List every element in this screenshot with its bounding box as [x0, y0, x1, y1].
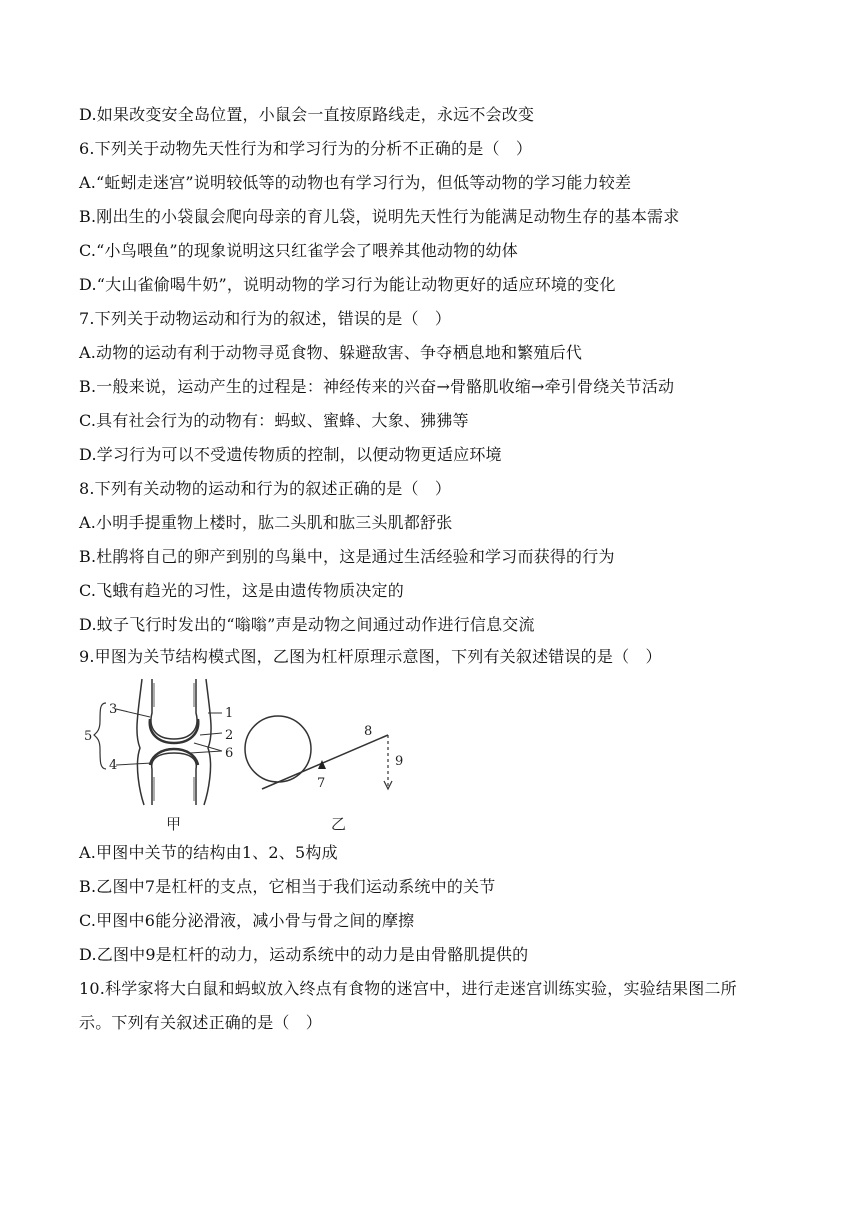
q10-stem-line1: 10.科学家将大白鼠和蚂蚁放入终点有食物的迷宫中，进行走迷宫训练实验，实验结果图二所	[79, 979, 737, 998]
q7-option-b: B.一般来说，运动产生的过程是：神经传来的兴奋→骨骼肌收缩→牵引骨绕关节活动	[79, 377, 675, 396]
label-7: 7	[317, 776, 326, 791]
q8-option-c: C.飞蛾有趋光的习性，这是由遗传物质决定的	[79, 581, 404, 600]
q7-option-d: D.学习行为可以不受遗传物质的控制，以便动物更适应环境	[79, 445, 502, 464]
q6-stem: 6.下列关于动物先天性行为和学习行为的分析不正确的是（ ）	[79, 139, 533, 158]
q8-option-a: A.小明手提重物上楼时，肱二头肌和肱三头肌都舒张	[79, 513, 453, 532]
q6-option-c: C.“小鸟喂鱼”的现象说明这只红雀学会了喂养其他动物的幼体	[79, 241, 518, 260]
q6-option-b: B.刚出生的小袋鼠会爬向母亲的育儿袋，说明先天性行为能满足动物生存的基本需求	[79, 207, 680, 226]
label-8: 8	[364, 724, 373, 739]
q8-stem: 8.下列有关动物的运动和行为的叙述正确的是（ ）	[79, 479, 452, 498]
q9-option-b: B.乙图中7是杠杆的支点，它相当于我们运动系统中的关节	[79, 877, 496, 896]
joint-diagram	[94, 679, 222, 805]
label-9: 9	[395, 754, 404, 769]
q8-option-b: B.杜鹃将自己的卵产到别的鸟巢中，这是通过生活经验和学习而获得的行为	[79, 547, 615, 566]
q9-stem: 9.甲图为关节结构模式图，乙图为杠杆原理示意图，下列有关叙述错误的是（ ）	[79, 647, 662, 666]
label-4: 4	[109, 758, 118, 773]
joint-lever-figure	[82, 673, 422, 835]
caption-yi: 乙	[331, 815, 347, 833]
q9-option-a: A.甲图中关节的结构由1、2、5构成	[79, 843, 338, 862]
label-3: 3	[109, 702, 118, 717]
q7-stem: 7.下列关于动物运动和行为的叙述，错误的是（ ）	[79, 309, 452, 328]
q10-stem-line2: 示。下列有关叙述正确的是（ ）	[79, 1013, 323, 1032]
q9-option-d: D.乙图中9是杠杆的动力，运动系统中的动力是由骨骼肌提供的	[79, 945, 529, 964]
label-6: 6	[225, 746, 234, 761]
q9-option-c: C.甲图中6能分泌滑液，减小骨与骨之间的摩擦	[79, 911, 415, 930]
q7-option-c: C.具有社会行为的动物有：蚂蚁、蜜蜂、大象、狒狒等	[79, 411, 469, 430]
label-5: 5	[84, 729, 93, 744]
q6-option-a: A.“蚯蚓走迷宫”说明较低等的动物也有学习行为，但低等动物的学习能力较差	[79, 173, 632, 192]
q8-option-d: D.蚊子飞行时发出的“嗡嗡”声是动物之间通过动作进行信息交流	[79, 615, 535, 634]
caption-jia: 甲	[166, 815, 182, 833]
label-1: 1	[225, 706, 234, 721]
q6-option-d: D.“大山雀偷喝牛奶”，说明动物的学习行为能让动物更好的适应环境的变化	[79, 275, 616, 294]
q7-option-a: A.动物的运动有利于动物寻觅食物、躲避敌害、争夺栖息地和繁殖后代	[79, 343, 583, 362]
q5-option-d: D.如果改变安全岛位置，小鼠会一直按原路线走，永远不会改变	[79, 105, 535, 124]
label-2: 2	[225, 728, 234, 743]
figure-svg	[82, 673, 422, 835]
